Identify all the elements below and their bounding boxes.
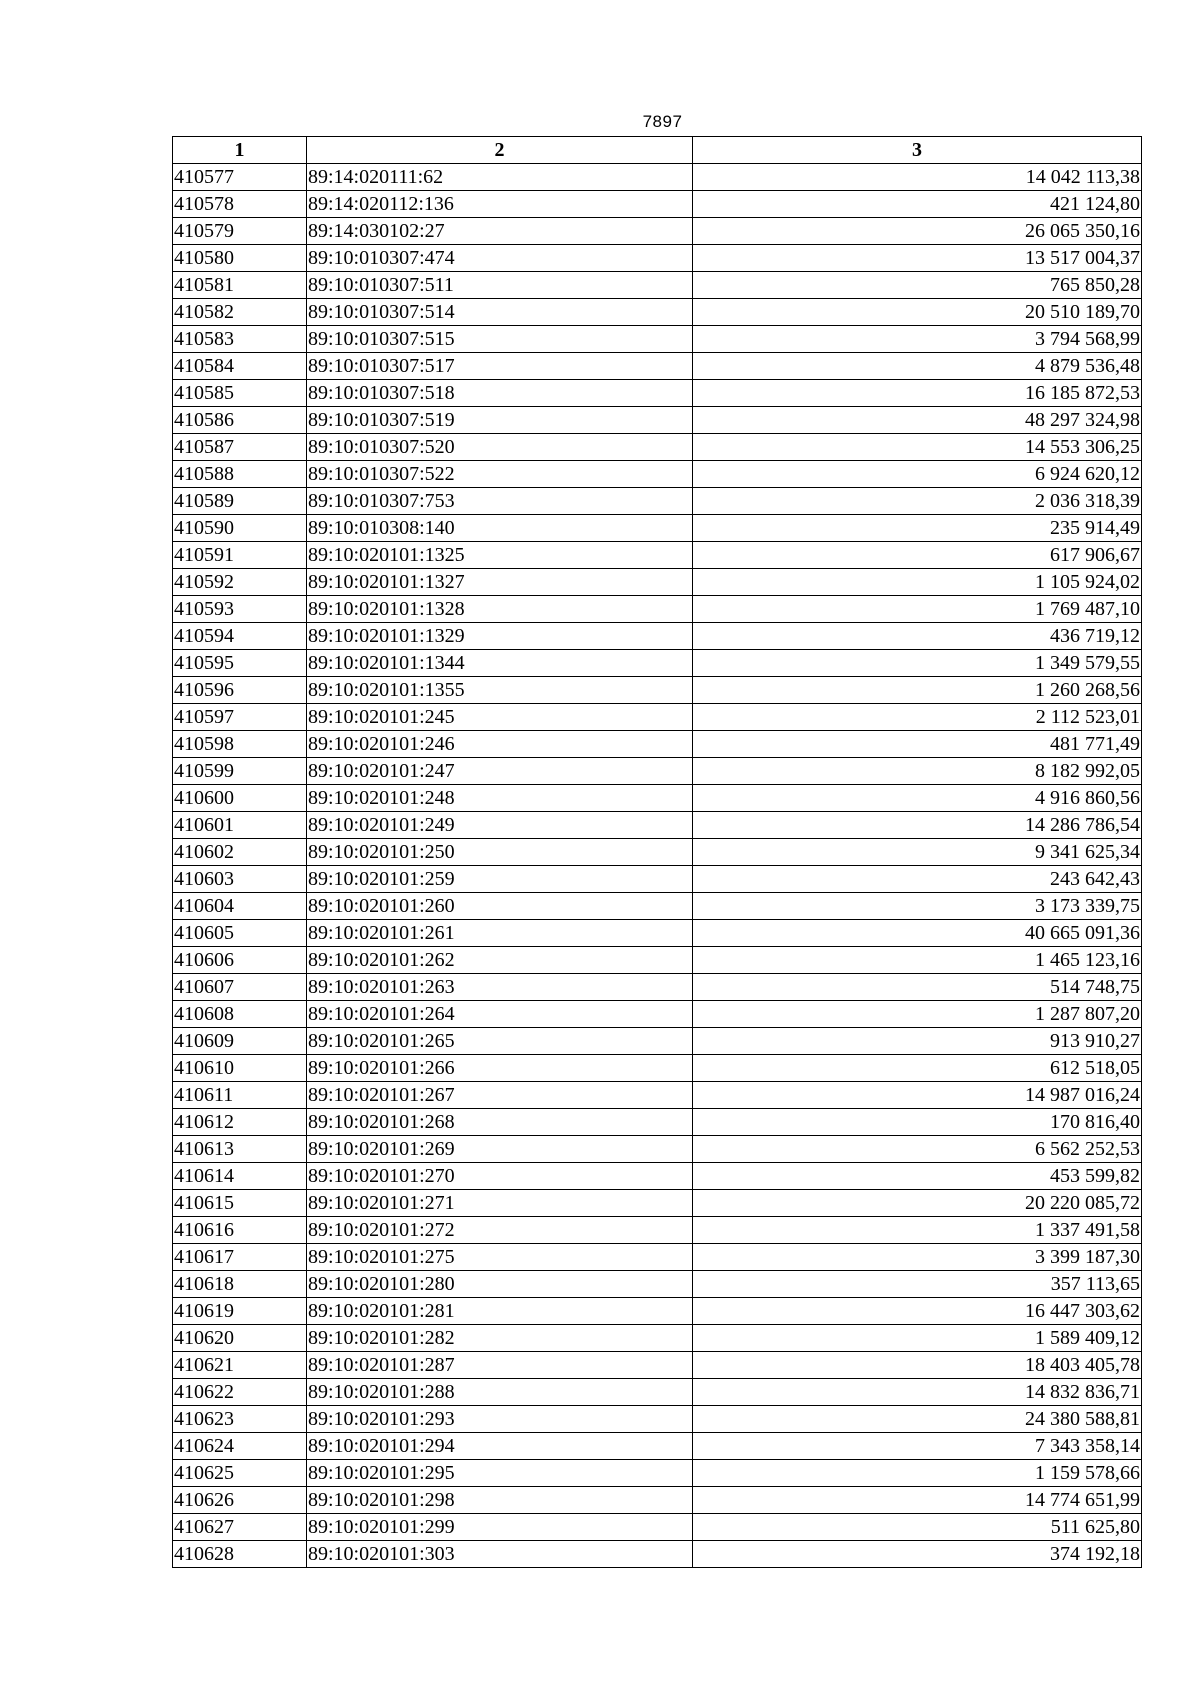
row-number-cell: 410577 [173,164,307,191]
row-number-cell: 410616 [173,1217,307,1244]
row-number-cell: 410582 [173,299,307,326]
cadastral-number-cell: 89:10:020101:299 [307,1514,693,1541]
table-row [173,461,1142,488]
cadastral-number-cell: 89:14:020112:136 [307,191,693,218]
row-number-cell: 410594 [173,623,307,650]
cadastral-number-cell: 89:10:020101:259 [307,866,693,893]
table-row [173,839,1142,866]
table-row [173,1325,1142,1352]
amount-cell: 6 562 252,53 [693,1136,1142,1163]
cadastral-number-cell: 89:10:020101:260 [307,893,693,920]
amount-cell: 1 260 268,56 [693,677,1142,704]
table-row [173,407,1142,434]
amount-cell: 481 771,49 [693,731,1142,758]
table-row [173,434,1142,461]
row-number-cell: 410617 [173,1244,307,1271]
amount-cell: 436 719,12 [693,623,1142,650]
cadastral-number-cell: 89:10:020101:272 [307,1217,693,1244]
cadastral-number-cell: 89:10:020101:270 [307,1163,693,1190]
table-row [173,677,1142,704]
table-row [173,1487,1142,1514]
cadastral-number-cell: 89:10:020101:295 [307,1460,693,1487]
amount-cell: 20 220 085,72 [693,1190,1142,1217]
row-number-cell: 410622 [173,1379,307,1406]
row-number-cell: 410583 [173,326,307,353]
table-row [173,758,1142,785]
cadastral-number-cell: 89:14:030102:27 [307,218,693,245]
row-number-cell: 410578 [173,191,307,218]
amount-cell: 3 173 339,75 [693,893,1142,920]
table-row [173,353,1142,380]
amount-cell: 1 349 579,55 [693,650,1142,677]
amount-cell: 18 403 405,78 [693,1352,1142,1379]
cadastral-number-cell: 89:14:020111:62 [307,164,693,191]
cadastral-number-cell: 89:10:020101:1328 [307,596,693,623]
table-row [173,191,1142,218]
amount-cell: 357 113,65 [693,1271,1142,1298]
amount-cell: 1 287 807,20 [693,1001,1142,1028]
table-row [173,1190,1142,1217]
row-number-cell: 410603 [173,866,307,893]
amount-cell: 2 112 523,01 [693,704,1142,731]
row-number-cell: 410626 [173,1487,307,1514]
table-row [173,866,1142,893]
amount-cell: 6 924 620,12 [693,461,1142,488]
amount-cell: 1 465 123,16 [693,947,1142,974]
cadastral-number-cell: 89:10:020101:298 [307,1487,693,1514]
cadastral-number-cell: 89:10:020101:282 [307,1325,693,1352]
cadastral-number-cell: 89:10:010307:511 [307,272,693,299]
amount-cell: 1 589 409,12 [693,1325,1142,1352]
amount-cell: 14 553 306,25 [693,434,1142,461]
table-row [173,164,1142,191]
row-number-cell: 410601 [173,812,307,839]
amount-cell: 913 910,27 [693,1028,1142,1055]
row-number-cell: 410587 [173,434,307,461]
amount-cell: 421 124,80 [693,191,1142,218]
amount-cell: 2 036 318,39 [693,488,1142,515]
cadastral-number-cell: 89:10:020101:280 [307,1271,693,1298]
table-row [173,1028,1142,1055]
row-number-cell: 410605 [173,920,307,947]
table-body [173,164,1142,1568]
cadastral-number-cell: 89:10:020101:261 [307,920,693,947]
table-row [173,731,1142,758]
amount-cell: 514 748,75 [693,974,1142,1001]
table-row [173,920,1142,947]
header-row [173,137,1142,164]
cadastral-number-cell: 89:10:010307:515 [307,326,693,353]
row-number-cell: 410621 [173,1352,307,1379]
table-row [173,974,1142,1001]
cadastral-number-cell: 89:10:010307:753 [307,488,693,515]
row-number-cell: 410586 [173,407,307,434]
amount-cell: 1 159 578,66 [693,1460,1142,1487]
row-number-cell: 410590 [173,515,307,542]
table-row [173,947,1142,974]
row-number-cell: 410579 [173,218,307,245]
amount-cell: 511 625,80 [693,1514,1142,1541]
cadastral-number-cell: 89:10:020101:281 [307,1298,693,1325]
table-row [173,1217,1142,1244]
cadastral-number-cell: 89:10:020101:267 [307,1082,693,1109]
row-number-cell: 410595 [173,650,307,677]
amount-cell: 235 914,49 [693,515,1142,542]
amount-cell: 3 399 187,30 [693,1244,1142,1271]
table-row [173,1136,1142,1163]
cadastral-number-cell: 89:10:020101:249 [307,812,693,839]
amount-cell: 16 447 303,62 [693,1298,1142,1325]
table-row [173,1514,1142,1541]
cadastral-number-cell: 89:10:010307:519 [307,407,693,434]
cadastral-number-cell: 89:10:020101:1325 [307,542,693,569]
table-row [173,1460,1142,1487]
amount-cell: 765 850,28 [693,272,1142,299]
cadastral-number-cell: 89:10:020101:1327 [307,569,693,596]
amount-cell: 453 599,82 [693,1163,1142,1190]
cadastral-number-cell: 89:10:020101:293 [307,1406,693,1433]
row-number-cell: 410624 [173,1433,307,1460]
row-number-cell: 410585 [173,380,307,407]
amount-cell: 40 665 091,36 [693,920,1142,947]
amount-cell: 14 774 651,99 [693,1487,1142,1514]
cadastral-number-cell: 89:10:020101:287 [307,1352,693,1379]
amount-cell: 612 518,05 [693,1055,1142,1082]
row-number-cell: 410607 [173,974,307,1001]
row-number-cell: 410604 [173,893,307,920]
row-number-cell: 410609 [173,1028,307,1055]
amount-cell: 20 510 189,70 [693,299,1142,326]
row-number-cell: 410596 [173,677,307,704]
cadastral-number-cell: 89:10:020101:288 [307,1379,693,1406]
row-number-cell: 410588 [173,461,307,488]
amount-cell: 16 185 872,53 [693,380,1142,407]
table-row [173,1109,1142,1136]
row-number-cell: 410589 [173,488,307,515]
table-row [173,1244,1142,1271]
row-number-cell: 410591 [173,542,307,569]
table-row [173,1379,1142,1406]
cadastral-number-cell: 89:10:020101:271 [307,1190,693,1217]
table-row [173,380,1142,407]
row-number-cell: 410623 [173,1406,307,1433]
table-row [173,785,1142,812]
row-number-cell: 410612 [173,1109,307,1136]
amount-cell: 170 816,40 [693,1109,1142,1136]
table-row [173,1055,1142,1082]
amount-cell: 1 769 487,10 [693,596,1142,623]
table-row [173,488,1142,515]
amount-cell: 4 916 860,56 [693,785,1142,812]
amount-cell: 14 987 016,24 [693,1082,1142,1109]
column-header-2: 2 [307,137,693,164]
table-row [173,623,1142,650]
amount-cell: 374 192,18 [693,1541,1142,1568]
page-number: 7897 [642,112,683,131]
table-row [173,272,1142,299]
cadastral-number-cell: 89:10:010308:140 [307,515,693,542]
table-row [173,1433,1142,1460]
cadastral-number-cell: 89:10:020101:1355 [307,677,693,704]
amount-cell: 3 794 568,99 [693,326,1142,353]
row-number-cell: 410592 [173,569,307,596]
row-number-cell: 410610 [173,1055,307,1082]
table-row [173,704,1142,731]
row-number-cell: 410620 [173,1325,307,1352]
cadastral-number-cell: 89:10:020101:262 [307,947,693,974]
table-row [173,542,1142,569]
amount-cell: 24 380 588,81 [693,1406,1142,1433]
amount-cell: 8 182 992,05 [693,758,1142,785]
row-number-cell: 410627 [173,1514,307,1541]
amount-cell: 7 343 358,14 [693,1433,1142,1460]
row-number-cell: 410625 [173,1460,307,1487]
cadastral-number-cell: 89:10:020101:246 [307,731,693,758]
table-row [173,1298,1142,1325]
amount-cell: 243 642,43 [693,866,1142,893]
row-number-cell: 410606 [173,947,307,974]
table-row [173,218,1142,245]
amount-cell: 617 906,67 [693,542,1142,569]
cadastral-number-cell: 89:10:010307:520 [307,434,693,461]
amount-cell: 4 879 536,48 [693,353,1142,380]
cadastral-number-cell: 89:10:020101:264 [307,1001,693,1028]
row-number-cell: 410584 [173,353,307,380]
amount-cell: 13 517 004,37 [693,245,1142,272]
amount-cell: 14 042 113,38 [693,164,1142,191]
row-number-cell: 410600 [173,785,307,812]
cadastral-number-cell: 89:10:010307:514 [307,299,693,326]
amount-cell: 1 105 924,02 [693,569,1142,596]
table-row [173,1406,1142,1433]
table-row [173,1541,1142,1568]
row-number-cell: 410628 [173,1541,307,1568]
row-number-cell: 410614 [173,1163,307,1190]
amount-cell: 48 297 324,98 [693,407,1142,434]
row-number-cell: 410615 [173,1190,307,1217]
row-number-cell: 410618 [173,1271,307,1298]
cadastral-number-cell: 89:10:020101:1344 [307,650,693,677]
amount-cell: 14 832 836,71 [693,1379,1142,1406]
cadastral-number-cell: 89:10:020101:275 [307,1244,693,1271]
amount-cell: 26 065 350,16 [693,218,1142,245]
row-number-cell: 410602 [173,839,307,866]
table-row [173,245,1142,272]
cadastral-number-cell: 89:10:010307:518 [307,380,693,407]
table-row [173,1082,1142,1109]
row-number-cell: 410619 [173,1298,307,1325]
row-number-cell: 410593 [173,596,307,623]
amount-cell: 9 341 625,34 [693,839,1142,866]
data-table [172,136,1142,1568]
table-row [173,1352,1142,1379]
cadastral-number-cell: 89:10:020101:263 [307,974,693,1001]
table-row [173,893,1142,920]
table-row [173,326,1142,353]
row-number-cell: 410599 [173,758,307,785]
table-row [173,569,1142,596]
amount-cell: 14 286 786,54 [693,812,1142,839]
amount-cell: 1 337 491,58 [693,1217,1142,1244]
cadastral-number-cell: 89:10:020101:250 [307,839,693,866]
table-row [173,299,1142,326]
cadastral-number-cell: 89:10:020101:1329 [307,623,693,650]
row-number-cell: 410608 [173,1001,307,1028]
table-row [173,1271,1142,1298]
row-number-cell: 410581 [173,272,307,299]
row-number-cell: 410597 [173,704,307,731]
column-header-1: 1 [173,137,307,164]
table-row [173,812,1142,839]
row-number-cell: 410611 [173,1082,307,1109]
cadastral-number-cell: 89:10:010307:522 [307,461,693,488]
cadastral-number-cell: 89:10:010307:517 [307,353,693,380]
table-row [173,515,1142,542]
cadastral-number-cell: 89:10:020101:303 [307,1541,693,1568]
cadastral-number-cell: 89:10:010307:474 [307,245,693,272]
cadastral-number-cell: 89:10:020101:265 [307,1028,693,1055]
cadastral-number-cell: 89:10:020101:268 [307,1109,693,1136]
table-row [173,1001,1142,1028]
table-row [173,650,1142,677]
row-number-cell: 410598 [173,731,307,758]
row-number-cell: 410613 [173,1136,307,1163]
cadastral-number-cell: 89:10:020101:266 [307,1055,693,1082]
table-row [173,1163,1142,1190]
column-header-3: 3 [693,137,1142,164]
cadastral-number-cell: 89:10:020101:248 [307,785,693,812]
cadastral-number-cell: 89:10:020101:269 [307,1136,693,1163]
table-header [173,137,1142,164]
cadastral-number-cell: 89:10:020101:247 [307,758,693,785]
row-number-cell: 410580 [173,245,307,272]
cadastral-number-cell: 89:10:020101:245 [307,704,693,731]
table-row [173,596,1142,623]
cadastral-number-cell: 89:10:020101:294 [307,1433,693,1460]
